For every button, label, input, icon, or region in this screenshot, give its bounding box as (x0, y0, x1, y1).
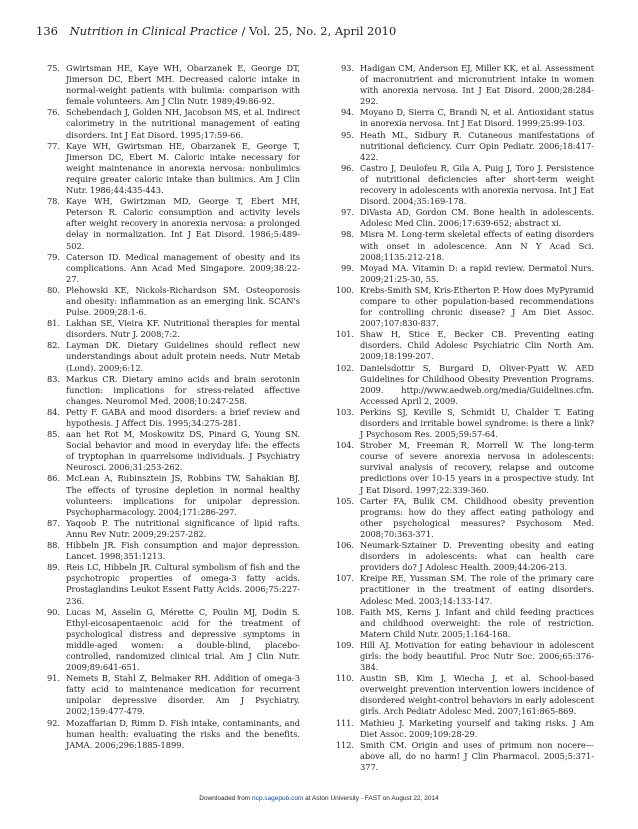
reference-entry (36, 107, 300, 140)
reference-text: Perkins SJ, Keville S, Schmidt U, Chalder T. Eating disorders and irritable bowel syndrome: is there a link? J Psychosom Res. 2005;59:57-64. (360, 406, 594, 440)
reference-text: Misra M. Long-term skeletal effects of eating disorders with onset in adolescence. Ann N Y Acad Sci. 2008;1135:212-218. (360, 229, 594, 262)
reference-entry (36, 540, 300, 562)
reference-number: 111. (335, 717, 354, 728)
journal-title: Nutrition in Clinical Practice (69, 24, 238, 38)
reference-entry (36, 562, 300, 606)
reference-entry (36, 718, 300, 751)
reference-entry (330, 163, 594, 207)
footer-prefix: Downloaded from (199, 795, 253, 802)
reference-entry (330, 540, 594, 573)
reference-text: Lucas M, Asselin G, Mérette C, Poulin MJ, Dodin S. Ethyl-eicosapentaenoic acid for the treatment of psychological distress and depressive symptoms in middle-aged women: a double-blind, placebo-controlled, randomized clinical trial. Am J Clin Nutr. 2009;89:641-651. (66, 606, 300, 673)
download-footer (0, 795, 638, 802)
reference-entry (36, 63, 300, 107)
reference-entry (36, 607, 300, 674)
reference-entry (36, 141, 300, 196)
reference-entry (330, 740, 594, 773)
reference-text: Moyano D, Sierra C, Brandi N, et al. Antioxidant status in anorexia nervosa. Int J Eat Disord. 1999;25:99-103. (360, 107, 594, 129)
reference-column-right (330, 63, 594, 773)
reference-text: Moyad MA. Vitamin D: a rapid review. Dermatol Nurs. 2009;21:25-30, 55. (360, 262, 594, 284)
running-header (36, 24, 396, 38)
reference-text: Mathieu J. Marketing yourself and taking risks. J Am Diet Assoc. 2009;109:28-29. (360, 717, 594, 739)
reference-text: Faith MS, Kerns J. Infant and child feeding practices and childhood overweight: the role of restriction. Matern Child Nutr. 2005;1:164-168. (360, 606, 594, 639)
reference-text: Hill AJ. Motivation for eating behaviour in adolescent girls: the body beautiful. Proc Nutr Soc. 2006;65:376-384. (360, 639, 594, 673)
reference-text: Gwirtsman HE, Kaye WH, Obarzanek E, George DT, Jimerson DC, Ebert MH. Decreased caloric intake in normal-weight patients with bulimia: comparison with female volunteers. Am J Clin Nutr. 1989;49:86-92. (66, 63, 300, 107)
reference-entry (330, 63, 594, 107)
reference-entry (36, 518, 300, 540)
reference-number: 91. (46, 673, 60, 684)
reference-text: Layman DK. Dietary Guidelines should reflect new understandings about adult protein needs. Nutr Metab (Lond). 2009;6:12. (66, 340, 300, 373)
reference-entry (36, 252, 300, 285)
reference-number: 85. (46, 429, 60, 440)
reference-number: 102. (335, 362, 354, 373)
page-number: 136 (36, 24, 58, 38)
reference-number: 89. (46, 562, 60, 573)
reference-text: Lakhan SE, Vieira KF. Nutritional therapies for mental disorders. Nutr J. 2008;7:2. (66, 318, 300, 340)
reference-number: 92. (46, 717, 60, 728)
reference-text: DiVasta AD, Gordon CM. Bone health in adolescents. Adolesc Med Clin. 2006;17:639-652; abstract xi. (360, 207, 594, 229)
reference-number: 104. (335, 440, 354, 451)
reference-number: 101. (335, 329, 354, 340)
reference-entry (36, 285, 300, 318)
reference-number: 93. (340, 63, 354, 73)
reference-text: Petty F. GABA and mood disorders: a brief review and hypothesis. J Affect Dis. 1995;34:275-281. (66, 406, 300, 428)
reference-number: 105. (335, 495, 354, 506)
reference-text: Danielsdottir S, Burgard D, Oliver-Pyatt W. AED Guidelines for Childhood Obesity Prevention Programs. 2009. http://www.aedweb.org/media/Guidelines.cfm. Accessed April 2, 2009. (360, 362, 594, 406)
reference-number: 84. (46, 406, 60, 417)
reference-number: 87. (46, 517, 60, 528)
journal-issue: / Vol. 25, No. 2, April 2010 (237, 24, 397, 38)
reference-text: Markus CR. Dietary amino acids and brain serotonin function: implications for stress-related affective changes. Neuromol Med. 2008;10:247-258. (66, 373, 300, 406)
reference-number: 88. (46, 540, 60, 551)
reference-entry (330, 285, 594, 329)
reference-entry (36, 196, 300, 251)
reference-text: Castro J, Deulofeu R, Gila A, Puig J, Toro J. Persistence of nutritional deficiencies after short-term weight recovery in adolescents with anorexia nervosa. Int J Eat Disord. 2004;35:169-178. (360, 162, 594, 207)
reference-text: Shaw H, Stice E, Becker CB. Preventing eating disorders. Child Adolesc Psychiatric Clin North Am. 2009;18:199-207. (360, 329, 594, 362)
reference-number: 78. (46, 196, 60, 207)
reference-text: Kaye WH, Gwirtsman HE, Obarzanek E, George T, Jimerson DC, Ebert M. Caloric intake necessary for weight maintenance in anorexia nervosa: nonbulimics require greater caloric intake than bulimics. Am J Clin Nutr. 1986;44:435-443. (66, 140, 300, 196)
reference-text: McLean A, Rubinsztein JS, Robbins TW, Sahakian BJ. The effects of tyrosine depletion in normal healthy volunteers: implications for unipolar depression. Psychopharmacology. 2004;171:286-297. (66, 473, 300, 517)
reference-entry (330, 107, 594, 129)
reference-number: 109. (335, 639, 354, 650)
reference-number: 99. (340, 262, 354, 273)
reference-number: 90. (46, 606, 60, 617)
reference-text: Krebs-Smith SM, Kris-Etherton P. How does MyPyramid compare to other population-based recommendations for controlling chronic disease? J Am Diet Assoc. 2007;107:830-837. (360, 284, 594, 329)
reference-entry (36, 318, 300, 340)
reference-entry (330, 496, 594, 540)
reference-entry (36, 429, 300, 473)
reference-text: Kreipe RE, Yussman SM. The role of the primary care practitioner in the treatment of eating disorders. Adolesc Med. 2003;14:133-147. (360, 573, 594, 606)
reference-number: 107. (335, 573, 354, 584)
footer-suffix: at Aston University - FAST on August 22, 2014 (303, 795, 439, 802)
reference-entry (330, 263, 594, 285)
reference-text: Smith CM. Origin and uses of primum non nocere—above all, do no harm! J Clin Pharmacol. 2005;5:371-377. (360, 739, 594, 772)
reference-entry (330, 673, 594, 717)
reference-number: 103. (335, 406, 354, 417)
reference-text: Kaye WH, Gwirtzman MD, George T, Ebert MH, Peterson R. Caloric consumption and activity levels after weight recovery in anorexia nervosa: a prolonged delay in normalization. Int J Eat Disord. 1986;5:489-502. (66, 196, 300, 251)
reference-number: 97. (340, 207, 354, 218)
reference-text: Carter FA, Bulik CM. Childhood obesity prevention programs: how do they affect eating pathology and other psychological measures? Psychosom Med. 2008;70:363-371. (360, 495, 594, 539)
reference-number: 79. (46, 251, 60, 262)
reference-text: Hadigan CM, Anderson EJ, Miller KK, et al. Assessment of macronutrient and micronutrient intake in women with anorexia nervosa. Int J Eat Disord. 2000;28:284-292. (360, 63, 594, 107)
reference-column-left (36, 63, 300, 751)
reference-text: Heath ML, Sidbury R. Cutaneous manifestations of nutritional deficiency. Curr Opin Pediatr. 2006;18:417-422. (360, 129, 594, 162)
reference-number: 81. (46, 318, 60, 329)
reference-entry (330, 207, 594, 229)
reference-number: 100. (335, 284, 354, 295)
reference-entry (330, 718, 594, 740)
reference-text: Schebendach J, Golden NH, Jacobson MS, et al. Indirect calorimetry in the nutritional management of eating disorders. Int J Eat Disord. 1995;17:59-66. (66, 107, 300, 140)
reference-text: Austin SB, Kim J, Wiecha J, et al. School-based overweight prevention intervention lowers incidence of disordered weight-control behaviors in early adolescent girls. Arch Pediatr Adolesc Med. 2007;161:865-869. (360, 673, 594, 717)
reference-text: Mozaffarian D, Rimm D. Fish intake, contaminants, and human health: evaluating the risks and the benefits. JAMA. 2006;296:1885-1899. (66, 717, 300, 750)
reference-entry (330, 573, 594, 606)
reference-text: Caterson ID. Medical management of obesity and its complications. Ann Acad Med Singapore. 2009;38:22-27. (66, 251, 300, 284)
reference-number: 77. (46, 140, 60, 151)
reference-entry (330, 640, 594, 673)
reference-entry (36, 374, 300, 407)
reference-text: Reis LC, Hibbeln JR. Cultural symbolism of fish and the psychotropic properties of omega-3 fatty acids. Prostaglandins Leukot Essent Fatty Acids. 2006;75:227-236. (66, 562, 300, 606)
reference-entry (330, 607, 594, 640)
reference-number: 82. (46, 340, 60, 351)
reference-number: 80. (46, 284, 60, 295)
reference-entry (36, 473, 300, 517)
reference-number: 110. (335, 673, 354, 684)
reference-entry (330, 329, 594, 362)
reference-number: 75. (46, 63, 60, 73)
reference-number: 86. (46, 473, 60, 484)
reference-text: Nemets B, Stahl Z, Belmaker RH. Addition of omega-3 fatty acid to maintenance medication for recurrent unipolar depressive disorder. Am J Psychiatry. 2002;159:477-479. (66, 673, 300, 717)
reference-entry (330, 363, 594, 407)
reference-number: 96. (340, 162, 354, 173)
reference-text: Plehowski KE, Nickols-Richardson SM. Osteoporosis and obesity: inflammation as an emerging link. SCAN's Pulse. 2009;28:1-6. (66, 284, 300, 318)
reference-entry (330, 440, 594, 495)
reference-number: 106. (335, 540, 354, 551)
reference-number: 112. (335, 739, 354, 750)
reference-entry (36, 407, 300, 429)
reference-entry (36, 673, 300, 717)
reference-number: 98. (340, 229, 354, 240)
reference-text: Strober M, Freeman R, Morrell W. The long-term course of severe anorexia nervosa in adolescents: survival analysis of recovery, relapse and outcome predictions over 10-15 years in a prospective study. Int J Eat Disord. 1997;22:339-360. (360, 440, 594, 495)
reference-number: 76. (46, 107, 60, 118)
reference-text: Neumark-Sztainer D. Preventing obesity and eating disorders in adolescents: what can health care providers do? J Adolesc Health. 2009;44:206-213. (360, 540, 594, 573)
reference-entry (330, 229, 594, 262)
reference-entry (330, 130, 594, 163)
reference-number: 108. (335, 606, 354, 617)
reference-entry (36, 340, 300, 373)
reference-text: Yaqoob P. The nutritional significance of lipid rafts. Annu Rev Nutr. 2009;29:257-282. (66, 517, 300, 539)
reference-number: 95. (340, 129, 354, 140)
reference-entry (330, 407, 594, 440)
reference-text: aan het Rot M, Moskowitz DS, Pinard G, Young SN. Social behavior and mood in everyday life: the effects of tryptophan in quarrelsome individuals. J Psychiatry Neurosci. 2006;31:253-262. (66, 429, 300, 473)
footer-link[interactable]: ncp.sagepub.com (252, 795, 304, 802)
reference-text: Hibbeln JR. Fish consumption and major depression. Lancet. 1998;351:1213. (66, 540, 300, 562)
reference-number: 83. (46, 373, 60, 384)
reference-number: 94. (340, 107, 354, 118)
